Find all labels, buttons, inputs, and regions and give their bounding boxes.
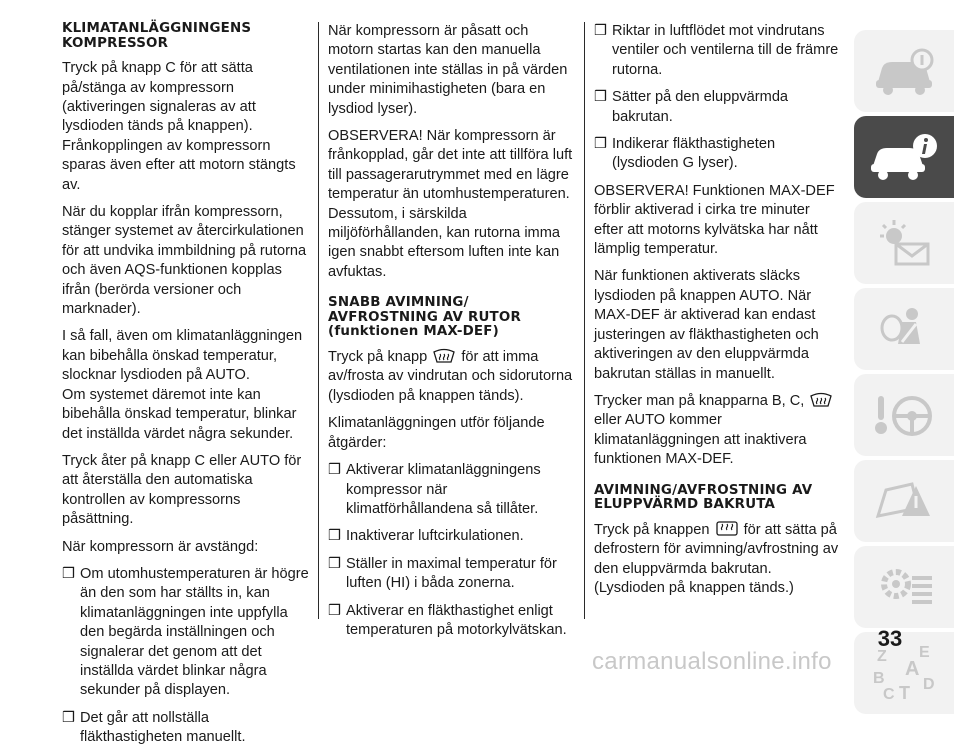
bullet-text: Inaktiverar luftcirkulationen.	[346, 528, 524, 545]
index-letter: D	[923, 676, 935, 693]
checkbox-bullet-icon: ❒	[594, 89, 608, 106]
tab-emergency[interactable]	[854, 460, 954, 542]
page-number: 33	[877, 626, 903, 651]
bullet-text: Indikerar fläkthastigheten (lysdioden G lyser).	[612, 136, 776, 172]
checkbox-bullet-icon: ❒	[328, 462, 342, 479]
column-1	[62, 22, 310, 756]
paragraph: OBSERVERA! Funktionen MAX-DEF förblir aktiverad i cirka tre minuter efter att motorns kylvätska har nått lämplig temperatur.	[594, 182, 835, 258]
index-letter: T	[899, 683, 910, 703]
text: Tryck på knappen	[594, 521, 710, 538]
paragraph: Om systemet däremot inte kan bibehålla önskad temperatur, blinkar det inställda värdet några sekunder.	[62, 386, 297, 442]
column-3	[594, 22, 840, 606]
paragraph: När funktionen aktiverats släcks lysdioden på knappen AUTO. När MAX-DEF är aktiverad kan endast justeringen av fläkthastigheten och aktiveringen av den eluppvärmda bakrutan ställas in manuellt.	[594, 268, 819, 382]
bullet-item	[328, 555, 576, 594]
paragraph	[62, 327, 310, 385]
index-letter: Z	[877, 648, 887, 665]
paragraph: OBSERVERA! När kompressorn är frånkopplad, går det inte att tillföra luft till passagerarutrymmet med en lägre temperatur än utomhustemperaturen. Dessutom, i särskilda miljöförhållanden, kan rutorna imma igen snabbt eftersom luften inte kan avfuktas.	[328, 128, 573, 280]
checkbox-bullet-icon: ❒	[62, 709, 76, 726]
index-letter: E	[919, 644, 930, 661]
column-divider	[318, 22, 319, 619]
bullet-item	[62, 565, 310, 701]
heading-compressor: KLIMATANLÄGGNINGENS KOMPRESSOR	[62, 21, 252, 51]
checkbox-bullet-icon: ❒	[62, 565, 76, 582]
roadside-icon	[872, 476, 936, 526]
paragraph	[328, 348, 576, 406]
text: för att sätta på defrostern för avimning/avfrostning av den eluppvärmda bakrutan. (Lysdioden på knappen tänds.)	[594, 521, 839, 596]
checkbox-bullet-icon: ❒	[594, 23, 608, 39]
paragraph: När kompressorn är påsatt och motorn startas kan den manuella ventilationen inte ställas in på värden under minimihastigheten (bara en lysdiod lyser).	[328, 23, 568, 117]
index-letters-icon	[869, 643, 939, 703]
paragraph: Tryck åter på knapp C eller AUTO för att återställa den automatiska kontrollen av kompressorns påsättning.	[62, 452, 302, 528]
bullet-text: Sätter på den eluppvärmda bakrutan.	[612, 89, 789, 125]
paragraph	[594, 392, 840, 470]
text: eller AUTO kommer klimatanläggningen att inaktivera funktionen MAX-DEF.	[594, 412, 807, 468]
bullet-text: Aktiverar en fläkthastighet enligt temperaturen på motorkylvätskan.	[346, 602, 567, 638]
chapter-sidebar	[854, 30, 960, 718]
checkbox-bullet-icon: ❒	[328, 528, 342, 545]
text: I så fall, även om klimatanläggningen kan bibehålla önskad temperatur, slocknar lysdioden på AUTO.	[62, 328, 303, 384]
paragraph: Klimatanläggningen utför följande åtgärder:	[328, 415, 545, 451]
text: Trycker man på knapparna B, C,	[594, 392, 805, 409]
bullet-text: Aktiverar klimatanläggningens kompressor när klimatförhållandena så tillåter.	[346, 462, 541, 517]
bullet-item	[594, 22, 840, 80]
car-info-icon	[872, 46, 936, 96]
bullet-text: Det går att nollställa fläkthastigheten manuellt.	[80, 709, 246, 746]
airbag-icon	[872, 304, 936, 354]
paragraph: När kompressorn är avstängd:	[62, 538, 259, 555]
heading-rear-defrost: AVIMNING/AVFROSTNING AV ELUPPVÄRMD BAKRUTA	[594, 482, 813, 513]
checkbox-bullet-icon: ❒	[328, 555, 342, 572]
paragraph: Tryck på knapp C för att sätta på/stänga av kompressorn (aktiveringen signaleras av att lysdioden tänds på knappen). Frånkopplingen av kompressorn sparas även efter att motorn stängts av.	[62, 60, 296, 193]
tab-starting-driving[interactable]	[854, 374, 954, 456]
watermark-text: carmanualsonline.info	[592, 648, 832, 675]
column-2	[328, 22, 576, 648]
bullet-item	[328, 602, 576, 641]
index-letter: A	[905, 658, 920, 680]
paragraph: När du kopplar ifrån kompressorn, stänger systemet av återcirkulationen för att undvika immbildning på rutorna och även AQS-funktionen kopplas ifrån (berörda versioner och marknader).	[62, 204, 307, 318]
bullet-text: Riktar in luftflödet mot vindrutans ventiler och ventilerna till de främre rutorna.	[612, 23, 839, 78]
bullet-item	[594, 88, 840, 127]
rear-window-defrost-icon	[716, 521, 738, 536]
tab-maintenance[interactable]	[854, 546, 954, 628]
bullet-item	[328, 461, 576, 519]
tab-vehicle-info[interactable]	[854, 30, 954, 112]
tab-warning-lights[interactable]	[854, 202, 954, 284]
index-letter: B	[873, 670, 885, 687]
bullet-text: Om utomhustemperaturen är högre än den som har ställts in, kan klimatanläggningen inte uppfylla den begärda inställningen och signalerar det genom att det inställda värdet blinkar några sekunder på displayen.	[80, 565, 309, 699]
bullet-item	[594, 135, 840, 174]
windshield-defrost-icon	[433, 348, 455, 363]
text: för att imma av/frosta av vindrutan och sidorutorna (lysdioden på knappen tänds).	[328, 349, 573, 404]
warning-lights-icon	[872, 218, 936, 268]
heading-max-def: SNABB AVIMNING/ AVFROSTNING AV RUTOR (funktionen MAX-DEF)	[328, 295, 521, 340]
tab-vehicle-knowledge[interactable]	[854, 116, 954, 198]
bullet-item	[328, 527, 576, 546]
checkbox-bullet-icon: ❒	[328, 602, 342, 619]
bullet-item	[62, 709, 310, 748]
tab-safety[interactable]	[854, 288, 954, 370]
car-i-icon	[869, 132, 939, 182]
bullet-text: Ställer in maximal temperatur för luften (HI) i båda zonerna.	[346, 555, 557, 592]
windshield-defrost-icon	[810, 392, 832, 407]
service-icon	[872, 562, 936, 612]
index-letter: C	[883, 686, 895, 703]
steering-wheel-icon	[872, 390, 936, 440]
text: Tryck på knapp	[328, 349, 428, 366]
column-divider	[584, 22, 585, 619]
checkbox-bullet-icon: ❒	[594, 136, 608, 153]
paragraph	[594, 521, 840, 599]
